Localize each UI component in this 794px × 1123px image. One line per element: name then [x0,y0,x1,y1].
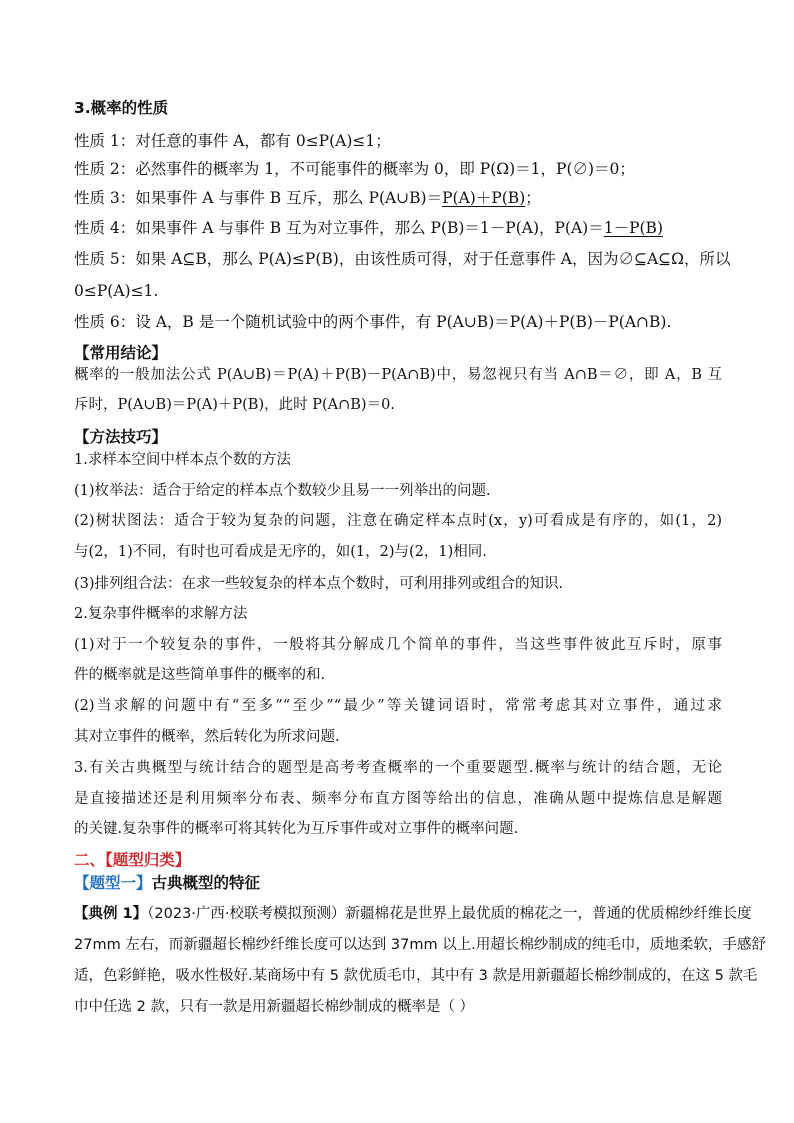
type-one-heading: 【题型一】古典概型的特征 [74,874,261,892]
property-4: 性质 4：如果事件 A 与事件 B 互为对立事件，那么 P(B)＝1－P(A)，P(A)＝1－P(B) [74,219,663,237]
methods-item-1: 1.求样本空间中样本点个数的方法 [74,452,291,468]
conclusion-line-1: 概率的一般加法公式 P(A∪B)＝P(A)＋P(B)－P(A∩B)中，易忽视只有当 A∩B＝∅，即 A，B 互 [74,367,722,383]
part-two-heading: 二、【题型归类】 [74,851,191,869]
example-1-line-2: 27mm 左右，而新疆超长棉纱纤维长度可以达到 37mm 以上.用超长棉纱制成的纯毛巾，质地柔软，手感舒 [74,937,766,953]
section-heading-3: 3.概率的性质 [74,99,169,117]
methods-item-2: 2.复杂事件概率的求解方法 [74,606,248,622]
example-1-line-4: 巾中任选 2 款，只有一款是用新疆超长棉纱制成的概率是（ ） [74,999,475,1015]
example-1-line-3: 适，色彩鲜艳，吸水性极好.某商场中有 5 款优质毛巾，其中有 3 款是用新疆超长棉纱制成的，在这 5 款毛 [74,968,758,984]
methods-item-3-line-2: 是直接描述还是利用频率分布表、频率分布直方图等给出的信息，准确从题中提炼信息是解题 [74,791,722,807]
methods-item-2-2-line-2: 其对立事件的概率，然后转化为所求问题. [74,729,340,745]
example-1-line-1: 【典例 1】（2023·广西·校联考模拟预测）新疆棉花是世界上最优质的棉花之一，普通的优质棉纱纤维长度 [74,906,752,922]
property-2: 性质 2：必然事件的概率为 1，不可能事件的概率为 0，即 P(Ω)＝1，P(∅)＝0； [74,160,635,178]
methods-item-1-3: (3)排列组合法：在求一些较复杂的样本点个数时，可利用排列或组合的知识. [74,576,564,592]
property-3: 性质 3：如果事件 A 与事件 B 互斥，那么 P(A∪B)＝P(A)＋P(B)； [74,189,541,207]
methods-item-2-1-line-1: (1)对于一个较复杂的事件，一般将其分解成几个简单的事件，当这些事件彼此互斥时，原事 [74,637,722,653]
methods-item-3-line-1: 3.有关古典概型与统计结合的题型是高考考查概率的一个重要题型.概率与统计的结合题，无论 [74,760,722,776]
methods-item-2-1-line-2: 件的概率就是这些简单事件的概率的和. [74,667,326,683]
property-1: 性质 1：对任意的事件 A，都有 0≤P(A)≤1； [74,132,391,150]
methods-heading: 【方法技巧】 [74,428,168,446]
methods-item-3-line-3: 的关键.复杂事件的概率可将其转化为互斥事件或对立事件的概率问题. [74,821,519,837]
methods-item-2-2-line-1: (2)当求解的问题中有“至多”“至少”“最少”等关键词语时，常常考虑其对立事件，通过求 [74,698,722,714]
property-5-line-1: 性质 5：如果 A⊆B，那么 P(A)≤P(B)，由该性质可得，对于任意事件 A，因为∅⊆A⊆Ω，所以 [74,250,731,268]
property-6: 性质 6：设 A，B 是一个随机试验中的两个事件，有 P(A∪B)＝P(A)＋P(B)－P(A∩B). [74,313,672,331]
methods-item-1-1: (1)枚举法：适合于给定的样本点个数较少且易一一列举出的问题. [74,483,491,499]
underlined-answer: P(A)＋P(B) [442,189,526,207]
common-conclusion-heading: 【常用结论】 [74,344,168,362]
conclusion-line-2: 斥时，P(A∪B)＝P(A)＋P(B)，此时 P(A∩B)＝0. [74,397,395,413]
methods-item-1-2-line-2: 与(2，1)不同，有时也可看成是无序的，如(1，2)与(2，1)相同. [74,544,487,560]
property-5-line-2: 0≤P(A)≤1. [74,282,159,300]
methods-item-1-2-line-1: (2)树状图法：适合于较为复杂的问题，注意在确定样本点时(x，y)可看成是有序的，如(1，2) [74,513,722,529]
underlined-answer: 1－P(B) [603,219,663,237]
